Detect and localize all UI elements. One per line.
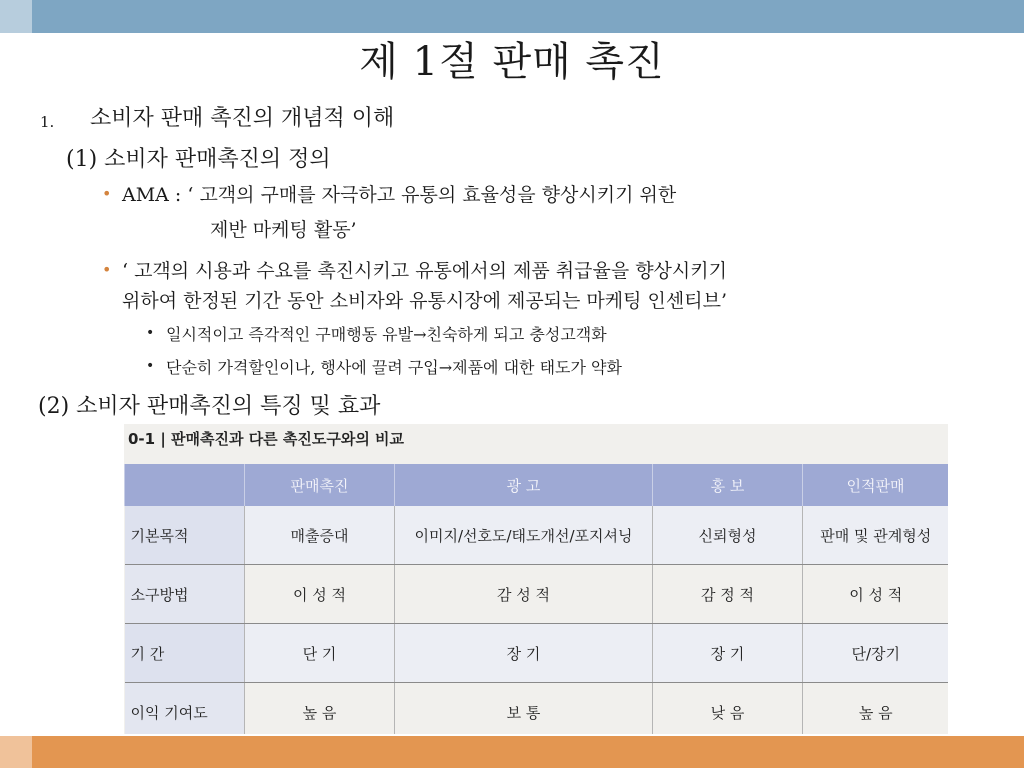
bullet-definition-line1: ‘ 고객의 시용과 수요를 촉진시키고 유통에서의 제품 취급율을 향상시키기 bbox=[122, 260, 727, 282]
table-row bbox=[125, 565, 949, 624]
table-cell: 높 음 bbox=[245, 683, 395, 735]
top-decorative-bar bbox=[0, 0, 1024, 33]
table-cell: 매출증대 bbox=[245, 506, 395, 565]
table-cell: 판매 및 관계형성 bbox=[803, 506, 949, 565]
header-cell bbox=[125, 464, 245, 506]
item-heading: 소비자 판매 촉진의 개념적 이해 bbox=[90, 106, 395, 131]
subheading-features: (2) 소비자 판매촉진의 특징 및 효과 bbox=[38, 394, 381, 419]
bottom-decorative-bar bbox=[0, 736, 1024, 768]
table-cell: 보 통 bbox=[395, 683, 653, 735]
table-caption: 0-1 | 판매촉진과 다른 촉진도구와의 비교 bbox=[128, 430, 405, 448]
subheading-definition: (1) 소비자 판매촉진의 정의 bbox=[66, 147, 331, 172]
row-header-cell: 기 간 bbox=[125, 624, 245, 683]
header-cell: 판매촉진 bbox=[245, 464, 395, 506]
header-cell: 인적판매 bbox=[803, 464, 949, 506]
table-cell: 이 성 적 bbox=[245, 565, 395, 624]
table-cell: 장 기 bbox=[395, 624, 653, 683]
sub-bullet-2: 단순히 가격할인이나, 행사에 끌려 구입→제품에 대한 태도가 약화 bbox=[166, 358, 622, 377]
comparison-table-image bbox=[124, 424, 948, 734]
table-cell: 낮 음 bbox=[653, 683, 803, 735]
table-row bbox=[125, 683, 949, 735]
bottom-bar-accent bbox=[0, 736, 32, 768]
bullet-icon: • bbox=[102, 184, 112, 203]
table-cell: 감 정 적 bbox=[653, 565, 803, 624]
table-cell: 이미지/선호도/태도개선/포지셔닝 bbox=[395, 506, 653, 565]
row-header-cell: 기본목적 bbox=[125, 506, 245, 565]
bullet-definition-line2: 위하여 한정된 기간 동안 소비자와 유통시장에 제공되는 마케팅 인센티브’ bbox=[122, 290, 727, 312]
header-cell: 광 고 bbox=[395, 464, 653, 506]
item-number: 1. bbox=[40, 113, 55, 131]
bullet-ama-line2: 제반 마케팅 활동’ bbox=[210, 219, 357, 241]
top-bar-accent bbox=[0, 0, 32, 33]
header-cell: 홍 보 bbox=[653, 464, 803, 506]
table-cell: 단/장기 bbox=[803, 624, 949, 683]
table-cell: 단 기 bbox=[245, 624, 395, 683]
slide-title: 제 1절 판매 촉진 bbox=[359, 39, 665, 85]
table-row bbox=[125, 506, 949, 565]
table-cell: 감 성 적 bbox=[395, 565, 653, 624]
table-row bbox=[125, 624, 949, 683]
table-cell: 장 기 bbox=[653, 624, 803, 683]
table-cell: 높 음 bbox=[803, 683, 949, 735]
sub-bullet-icon: • bbox=[146, 358, 155, 374]
table-cell: 이 성 적 bbox=[803, 565, 949, 624]
bullet-icon: • bbox=[102, 260, 112, 279]
sub-bullet-icon: • bbox=[146, 325, 155, 341]
comparison-table bbox=[124, 464, 948, 734]
row-header-cell: 소구방법 bbox=[125, 565, 245, 624]
row-header-cell: 이익 기여도 bbox=[125, 683, 245, 735]
sub-bullet-1: 일시적이고 즉각적인 구매행동 유발→친숙하게 되고 충성고객화 bbox=[166, 325, 607, 344]
table-cell: 신뢰형성 bbox=[653, 506, 803, 565]
bullet-ama-line1: AMA : ‘ 고객의 구매를 자극하고 유통의 효율성을 향상시키기 위한 bbox=[122, 184, 677, 206]
table-header-row bbox=[125, 464, 949, 506]
